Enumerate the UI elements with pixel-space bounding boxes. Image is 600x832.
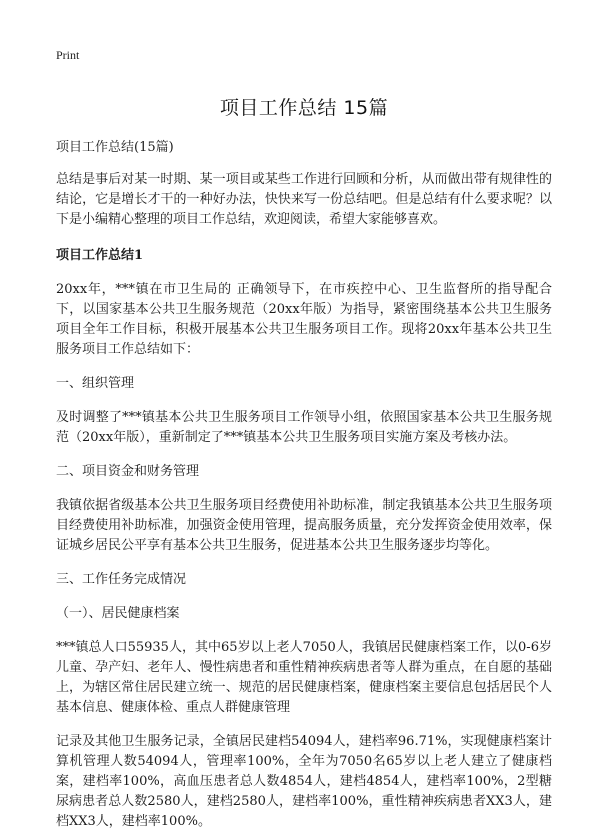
paragraph-finance: 我镇依据省级基本公共卫生服务项目经费使用补助标准，制定我镇基本公共卫生服务项目经费使用补助标准，加强资金使用管理，提高服务质量，充分发挥资金使用效率，保证城乡居民公平享有基本公共卫生服务，促进基本公共卫生服务逐步均等化。: [56, 498, 552, 553]
heading-organization: 一、组织管理: [56, 376, 135, 391]
intro-paragraph: 总结是事后对某一时期、某一项目或某些工作进行回顾和分析，从而做出带有规律性的结论，它是增长才干的一种好办法，快快来写一份总结吧。但是总结有什么要求呢？以下是小编精心整理的项目工作总结，欢迎阅读，希望大家能够喜欢。: [56, 172, 552, 227]
heading-tasks: 三、工作任务完成情况: [56, 572, 187, 587]
paragraph-records-stats: 记录及其他卫生服务记录，全镇居民建档54094人，建档率96.71%，实现健康档案计算机管理人数54094人，管理率100%，全年为7050名65岁以上老人建立了健康档案，建档率100%，高血压患者总人数4854人，建档4854人，建档率100%，2型糖尿病患者总人数2580人，建档2580人，建档率100%，重性精神疾病患者XX3人，建档XX3人，建档率100%。: [56, 734, 552, 829]
document-page: [56, 44, 552, 832]
paragraph-health-records: ***镇总人口55935人，其中65岁以上老人7050人，我镇居民健康档案工作，以0-6岁儿童、孕产妇、老年人、慢性病患者和重性精神疾病患者等人群为重点，在自愿的基础上，为辖区常住居民建立统一、规范的居民健康档案，健康档案主要信息包括居民个人基本信息、健康体检、重点人群健康管理: [56, 640, 552, 715]
paragraph-overview: 20xx年，***镇在市卫生局的 正确领导下，在市疾控中心、卫生监督所的指导配合下，以国家基本公共卫生服务规范（20xx年版）为指导，紧密围绕基本公共卫生服务项目全年工作目标，积极开展基本公共卫生服务项目工作。现将20xx年基本公共卫生服务项目工作总结如下：: [56, 282, 552, 357]
section-title: 项目工作总结1: [56, 248, 144, 263]
paragraph-organization: 及时调整了***镇基本公共卫生服务项目工作领导小组，依照国家基本公共卫生服务规范（20xx年版），重新制定了***镇基本公共卫生服务项目实施方案及考核办法。: [56, 410, 552, 445]
document-subtitle: 项目工作总结(15篇): [56, 140, 174, 155]
heading-finance: 二、项目资金和财务管理: [56, 464, 200, 479]
print-link[interactable]: Print: [56, 48, 80, 62]
page-title: 项目工作总结 15篇: [219, 97, 389, 119]
heading-health-records: （一）、居民健康档案: [56, 606, 180, 621]
